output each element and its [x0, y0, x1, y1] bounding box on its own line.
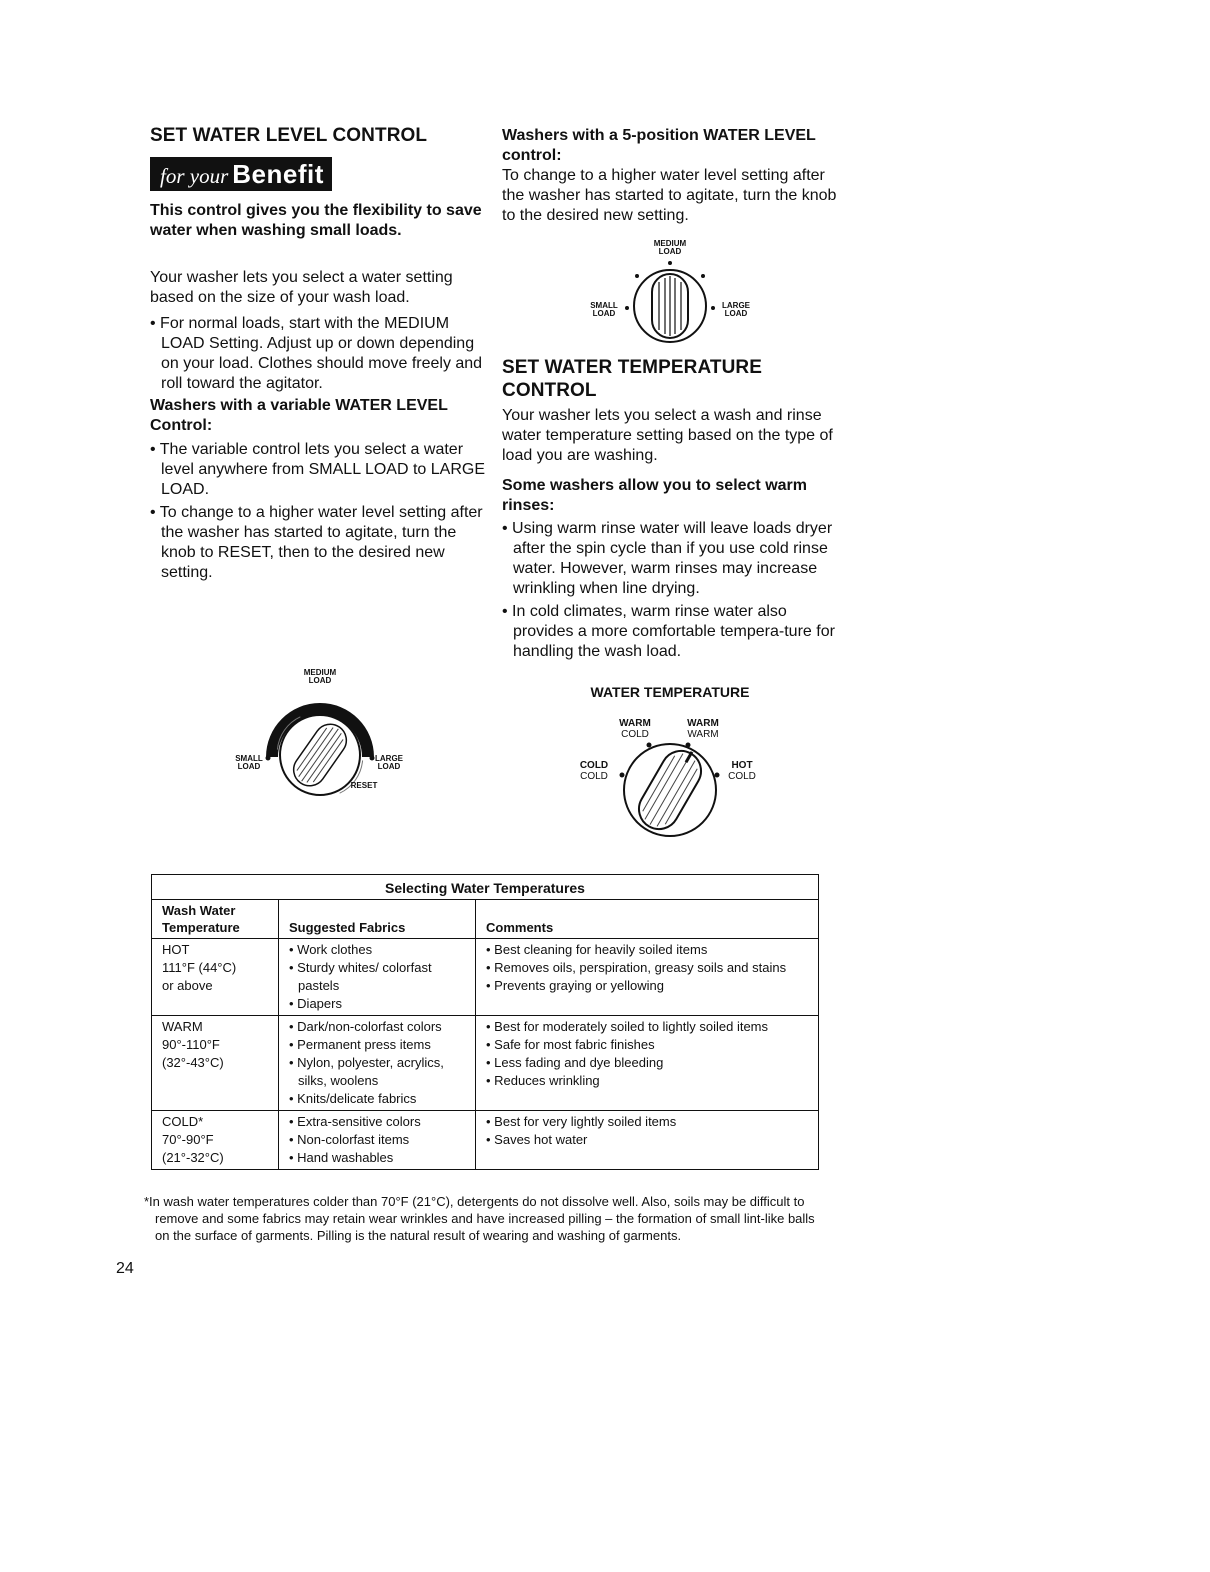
fabrics-item: • Extra-sensitive colors [289, 1113, 465, 1131]
col-header-fabrics: Suggested Fabrics [279, 900, 476, 939]
warm-rinse-bullet-2: • In cold climates, warm rinse water also provides a more comfortable tempera-ture for handling the wash load. [502, 602, 837, 662]
comments-list [486, 1113, 808, 1149]
fabrics-item: • Hand washables [289, 1149, 465, 1167]
footnote-text: *In wash water temperatures colder than 70°F (21°C), detergents do not dissolve well. Also, soils may be difficult to remove and some fabrics may retain wear wrinkles and have increased pilling – the formation of small lint-like balls on the surface of garments. Pilling is the natural result of wearing and washing of garments. [144, 1194, 815, 1243]
water-setting-paragraph: Your washer lets you select a water setting based on the size of your wash load. [150, 269, 453, 306]
hot-cold-top: HOT [731, 760, 753, 771]
temperature-line: HOT [162, 942, 190, 957]
variable-small-label: SMALL LOAD [235, 754, 263, 771]
comments-cell [476, 939, 819, 1016]
table-row [152, 939, 819, 1016]
temperature-line: (21°-32°C) [162, 1150, 224, 1165]
fabrics-item: • Work clothes [289, 941, 465, 959]
table-caption: Selecting Water Temperatures [152, 875, 819, 900]
comments-cell [476, 1016, 819, 1111]
normal-loads-bullet: • For normal loads, start with the MEDIUM LOAD Setting. Adjust up or down depending on your load. Clothes should move freely and roll toward the agitator. [150, 314, 485, 394]
comments-list [486, 941, 808, 995]
page-number: 24 [116, 1260, 134, 1277]
warm-cold-label [610, 718, 660, 740]
comments-cell [476, 1111, 819, 1170]
temperature-line: 70°-90°F [162, 1132, 214, 1147]
normal-loads-list [150, 314, 485, 394]
fabrics-cell [279, 939, 476, 1016]
right-column [502, 126, 837, 226]
water-temperature-table [151, 874, 819, 1170]
temperature-line: or above [162, 978, 213, 993]
fabrics-list [289, 1113, 465, 1167]
intro-bold-text: This control gives you the flexibility to save water when washing small loads. [150, 202, 482, 239]
fabrics-cell [279, 1111, 476, 1170]
comments-item: • Best for very lightly soiled items [486, 1113, 808, 1131]
five-medium-label: MEDIUM LOAD [653, 239, 687, 256]
comments-item: • Less fading and dye bleeding [486, 1054, 808, 1072]
comments-item: • Removes oils, perspiration, greasy soils and stains [486, 959, 808, 977]
warm-warm-top: WARM [687, 718, 719, 729]
comments-item: • Saves hot water [486, 1131, 808, 1149]
for-your-benefit-badge [150, 157, 332, 191]
hot-cold-bottom: COLD [728, 771, 756, 782]
warm-rinses-list [502, 519, 837, 662]
five-position-dial [585, 236, 755, 356]
variable-control-bullet-1: • The variable control lets you select a water level anywhere from SMALL LOAD to LARGE LOAD. [150, 440, 485, 500]
temperature-cell [152, 939, 279, 1016]
variable-dial-graphic [230, 665, 410, 800]
warm-warm-bottom: WARM [687, 729, 719, 740]
fabrics-item: • Diapers [289, 995, 465, 1013]
variable-control-subheading: Washers with a variable WATER LEVEL Control: [150, 397, 448, 434]
variable-large-label: LARGE LOAD [375, 754, 403, 771]
temperature-cell [152, 1016, 279, 1111]
set-water-temperature-heading: SET WATER TEMPERATURE CONTROL [502, 357, 763, 401]
warm-cold-top: WARM [619, 718, 651, 729]
fabrics-item: • Permanent press items [289, 1036, 465, 1054]
fabrics-item: • Sturdy whites/ colorfast pastels [289, 959, 465, 995]
variable-reset-label: RESET [350, 781, 378, 790]
variable-control-list [150, 440, 485, 583]
variable-medium-label: MEDIUM LOAD [303, 668, 337, 685]
warm-cold-bottom: COLD [621, 729, 649, 740]
cold-cold-top: COLD [579, 760, 609, 771]
fabrics-list [289, 1018, 465, 1108]
temperature-line: (32°-43°C) [162, 1055, 224, 1070]
fabrics-item: • Knits/delicate fabrics [289, 1090, 465, 1108]
comments-item: • Best cleaning for heavily soiled items [486, 941, 808, 959]
temperature-cell [152, 1111, 279, 1170]
fabrics-cell [279, 1016, 476, 1111]
fabrics-list [289, 941, 465, 1013]
variable-level-dial [230, 665, 410, 800]
comments-item: • Reduces wrinkling [486, 1072, 808, 1090]
temperature-line: WARM [162, 1019, 203, 1034]
variable-control-bullet-2: • To change to a higher water level setting after the washer has started to agitate, turn the knob to RESET, then to the desired new setting. [150, 503, 485, 583]
table-row [152, 1111, 819, 1170]
col-header-temperature: Wash Water Temperature [152, 900, 279, 939]
footnote [144, 1193, 824, 1244]
warm-rinses-subheading: Some washers allow you to select warm rinses: [502, 477, 807, 514]
water-temperature-dial [570, 682, 770, 847]
warm-rinse-bullet-1: • Using warm rinse water will leave loads dryer after the spin cycle than if you use cold rinse water. However, warm rinses may increase wrinkling when line drying. [502, 519, 837, 599]
fabrics-item: • Dark/non-colorfast colors [289, 1018, 465, 1036]
left-column [150, 124, 485, 583]
five-small-label: SMALL LOAD [590, 301, 618, 318]
set-water-level-heading: SET WATER LEVEL CONTROL [150, 125, 428, 146]
temperature-line: 111°F (44°C) [162, 960, 237, 975]
temperature-section [502, 356, 837, 662]
temperature-line: 90°-110°F [162, 1037, 220, 1052]
table-row [152, 1016, 819, 1111]
water-temperature-title: WATER TEMPERATURE [590, 684, 750, 700]
badge-for-your: for your [160, 164, 229, 188]
warm-warm-label [678, 718, 728, 740]
col-header-comments: Comments [476, 900, 819, 939]
cold-cold-bottom: COLD [580, 771, 608, 782]
five-position-paragraph: To change to a higher water level setting after the washer has started to agitate, turn the knob to the desired new setting. [502, 167, 837, 224]
comments-item: • Safe for most fabric finishes [486, 1036, 808, 1054]
cold-cold-label [574, 760, 614, 782]
comments-item: • Best for moderately soiled to lightly soiled items [486, 1018, 808, 1036]
hot-cold-label [722, 760, 762, 782]
fabrics-item: • Nylon, polyester, acrylics, silks, woolens [289, 1054, 465, 1090]
five-large-label: LARGE LOAD [722, 301, 750, 318]
comments-list [486, 1018, 808, 1090]
five-position-subheading: Washers with a 5-position WATER LEVEL control: [502, 127, 816, 164]
comments-item: • Prevents graying or yellowing [486, 977, 808, 995]
temperature-line: COLD* [162, 1114, 204, 1129]
temperature-paragraph: Your washer lets you select a wash and rinse water temperature setting based on the type of load you are washing. [502, 407, 833, 464]
fabrics-item: • Non-colorfast items [289, 1131, 465, 1149]
badge-benefit: Benefit [232, 159, 324, 189]
